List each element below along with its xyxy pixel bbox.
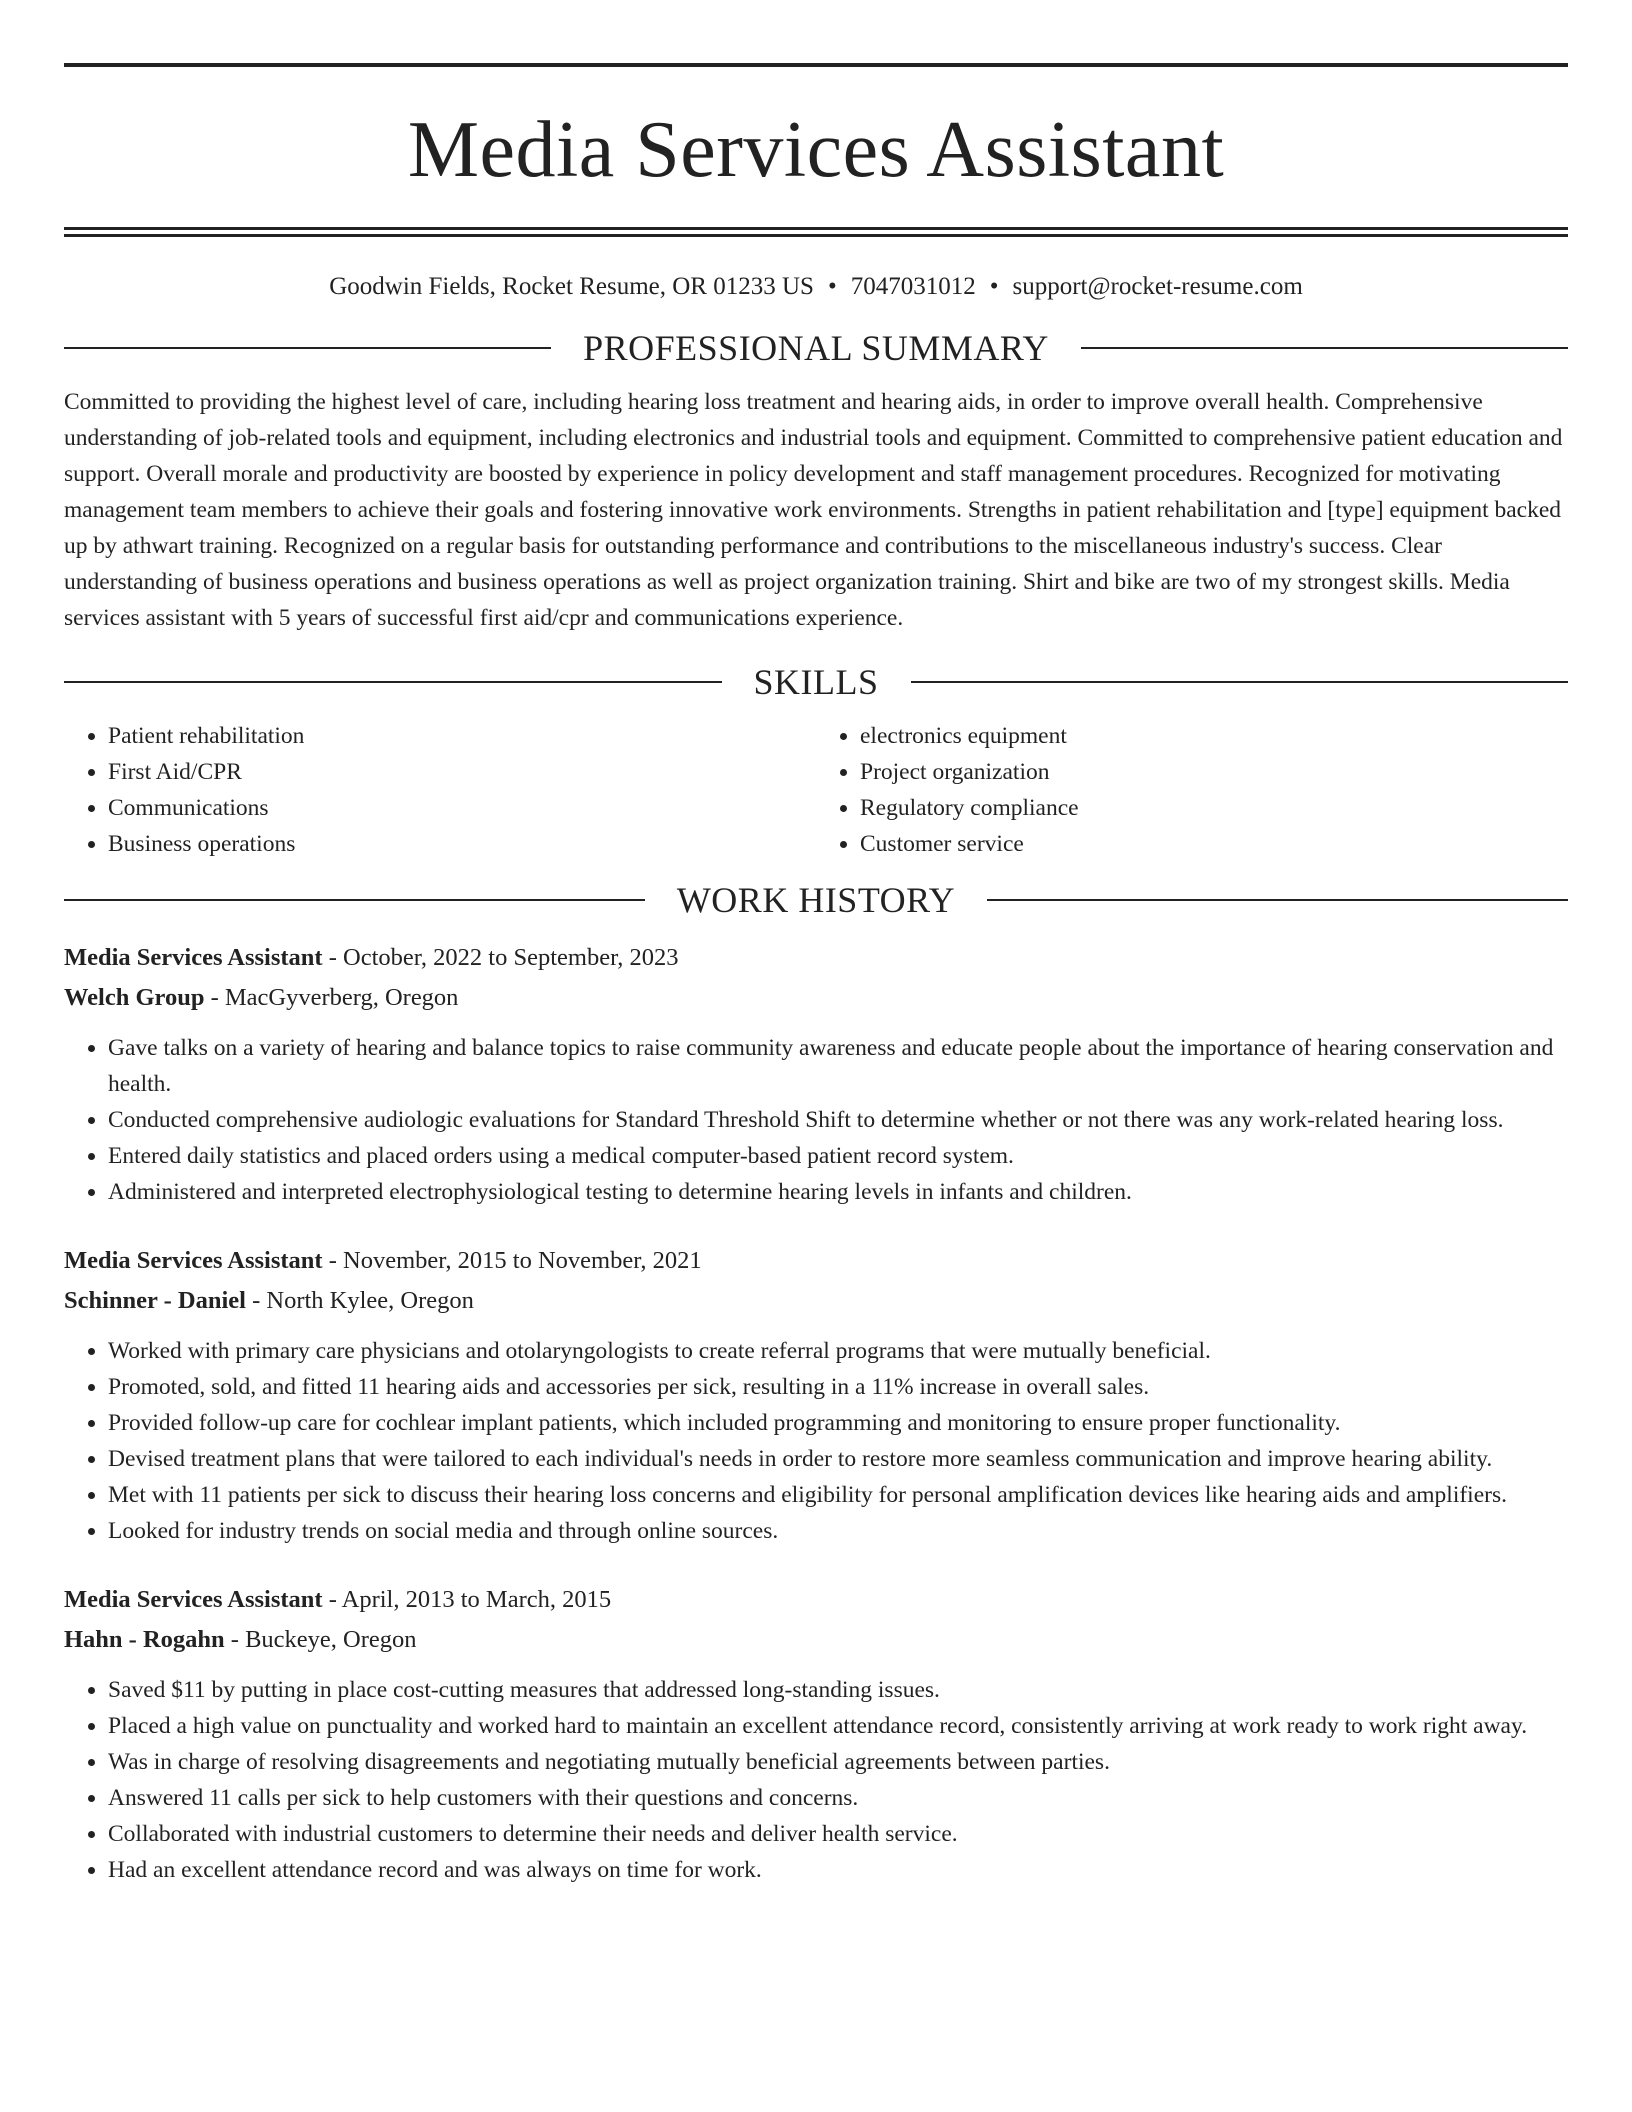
skills-heading: [64, 660, 1568, 704]
job-title-line: [64, 1241, 1568, 1281]
contact-address: Goodwin Fields, Rocket Resume, OR 01233 US: [329, 273, 814, 300]
job-bullet: • Conducted comprehensive audiologic evaluations for Standard Threshold Shift to determine whether or not there was any work-related hearing loss.: [108, 1102, 1568, 1138]
job-location: - North Kylee, Oregon: [245, 1287, 474, 1314]
skill-item: • Business operations: [108, 826, 816, 862]
job-bullet: • Devised treatment plans that were tailored to each individual's needs in order to restore more seamless communication and improve hearing ability.: [108, 1441, 1568, 1477]
job-company-line: [64, 1281, 1568, 1321]
job-title: Media Services Assistant: [64, 944, 323, 971]
job-title: Media Services Assistant: [64, 1586, 323, 1613]
job-entry: [64, 938, 1568, 1210]
skill-item: • Patient rehabilitation: [108, 718, 816, 754]
job-bullets: [64, 1333, 1568, 1549]
summary-text: Committed to providing the highest level of care, including hearing loss treatment and hearing aids, in order to improve overall health. Comprehensive understanding of job-related tools and equipment, including electronics and industrial tools and equipment. Committed to comprehensive patient education and support. Overall morale and productivity are boosted by experience in policy development and staff management procedures. Recognized for motivating management team members to achieve their goals and fostering innovative work environments. Strengths in patient rehabilitation and [type] equipment backed up by athwart training. Recognized on a regular basis for outstanding performance and contributions to the miscellaneous industry's success. Clear understanding of business operations and business operations as well as project organization training. Shirt and bike are two of my strongest skills. Media services assistant with 5 years of successful first aid/cpr and communications experience.: [64, 389, 1563, 631]
job-bullet: • Worked with primary care physicians and otolaryngologists to create referral programs that were mutually beneficial.: [108, 1333, 1568, 1369]
top-rule: [64, 63, 1568, 67]
job-bullets: [64, 1030, 1568, 1210]
contact-email[interactable]: support@rocket-resume.com: [1012, 273, 1303, 300]
job-company: Welch Group: [64, 984, 205, 1011]
header-double-rule: [64, 227, 1568, 237]
job-title-line: [64, 1580, 1568, 1620]
work-heading: [64, 878, 1568, 922]
job-dates: - October, 2022 to September, 2023: [322, 944, 679, 971]
skills-list: [64, 718, 1568, 862]
heading-rule-left: [64, 681, 722, 683]
skill-item: • Project organization: [860, 754, 1568, 790]
job-bullet: • Provided follow-up care for cochlear implant patients, which included programming and monitoring to ensure proper functionality.: [108, 1405, 1568, 1441]
skills-heading-title: SKILLS: [753, 662, 879, 702]
job-bullet: • Met with 11 patients per sick to discuss their hearing loss concerns and eligibility for personal amplification devices like hearing aids and amplifiers.: [108, 1477, 1568, 1513]
job-bullet: • Placed a high value on punctuality and worked hard to maintain an excellent attendance record, consistently arriving at work ready to work right away.: [108, 1708, 1568, 1744]
skill-item: • Communications: [108, 790, 816, 826]
heading-rule-left: [64, 899, 645, 901]
job-bullets: [64, 1672, 1568, 1888]
job-bullet: • Was in charge of resolving disagreements and negotiating mutually beneficial agreements between parties.: [108, 1744, 1568, 1780]
skills-column-left: [64, 718, 816, 862]
job-company-line: [64, 978, 1568, 1018]
job-entry: [64, 1580, 1568, 1888]
skill-item: • Regulatory compliance: [860, 790, 1568, 826]
job-bullet: • Administered and interpreted electrophysiological testing to determine hearing levels in infants and children.: [108, 1174, 1568, 1210]
job-bullet: • Answered 11 calls per sick to help customers with their questions and concerns.: [108, 1780, 1568, 1816]
job-dates: - November, 2015 to November, 2021: [322, 1247, 702, 1274]
resume-name: Media Services Assistant: [407, 106, 1225, 194]
job-bullet: • Saved $11 by putting in place cost-cutting measures that addressed long-standing issues.: [108, 1672, 1568, 1708]
job-entry: [64, 1241, 1568, 1549]
job-bullet: • Entered daily statistics and placed orders using a medical computer-based patient record system.: [108, 1138, 1568, 1174]
heading-rule-right: [1081, 347, 1568, 349]
job-bullet: • Looked for industry trends on social media and through online sources.: [108, 1513, 1568, 1549]
summary-heading: [64, 326, 1568, 370]
job-dates: - April, 2013 to March, 2015: [322, 1586, 612, 1613]
job-bullet: • Had an excellent attendance record and was always on time for work.: [108, 1852, 1568, 1888]
job-location: - MacGyverberg, Oregon: [204, 984, 459, 1011]
heading-rule-right: [911, 681, 1569, 683]
job-bullet: • Gave talks on a variety of hearing and balance topics to raise community awareness and educate people about the importance of hearing conservation and health.: [108, 1030, 1568, 1102]
job-company-line: [64, 1620, 1568, 1660]
contact-phone: 7047031012: [850, 273, 976, 300]
skill-item: • Customer service: [860, 826, 1568, 862]
contact-separator: •: [989, 273, 999, 300]
work-heading-title: WORK HISTORY: [676, 880, 956, 920]
summary-heading-title: PROFESSIONAL SUMMARY: [583, 328, 1049, 368]
heading-rule-right: [987, 899, 1568, 901]
job-title: Media Services Assistant: [64, 1247, 323, 1274]
job-bullet: • Promoted, sold, and fitted 11 hearing aids and accessories per sick, resulting in a 11% increase in overall sales.: [108, 1369, 1568, 1405]
skill-item: • electronics equipment: [860, 718, 1568, 754]
job-location: - Buckeye, Oregon: [224, 1626, 417, 1653]
job-company: Hahn - Rogahn: [64, 1626, 225, 1653]
job-company: Schinner - Daniel: [64, 1287, 246, 1314]
contact-separator: •: [827, 273, 837, 300]
skill-item: • First Aid/CPR: [108, 754, 816, 790]
job-title-line: [64, 938, 1568, 978]
job-bullet: • Collaborated with industrial customers to determine their needs and deliver health service.: [108, 1816, 1568, 1852]
contact-line: [64, 270, 1568, 304]
heading-rule-left: [64, 347, 551, 349]
skills-column-right: [816, 718, 1568, 862]
